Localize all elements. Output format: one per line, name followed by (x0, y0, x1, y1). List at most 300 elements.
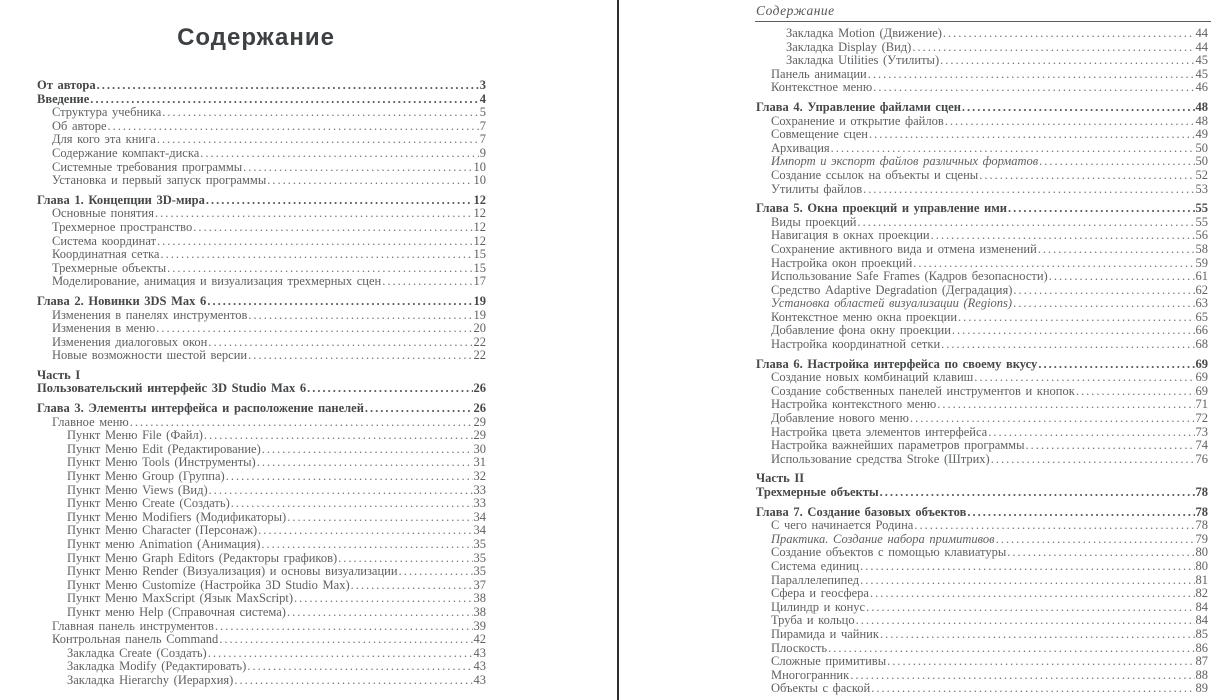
toc-entry-title: Пользовательский интерфейс 3D Studio Max 6 (37, 381, 307, 396)
toc-entry-title: Установка и первый запуск программы (52, 173, 267, 188)
toc-entry-page-number: 34 (473, 523, 486, 538)
toc-entry (37, 161, 486, 175)
toc-entry-title: Утилиты файлов (771, 181, 863, 196)
dot-leader (870, 587, 1195, 601)
toc-entry (37, 456, 486, 470)
dot-leader (945, 115, 1195, 129)
toc-entry-page-number: 89 (1195, 681, 1208, 696)
dot-leader (262, 443, 473, 457)
toc-entry-title: Пункт Меню MaxScript (Язык MaxScript) (67, 591, 293, 606)
dot-leader (243, 161, 472, 175)
toc-entry-page-number: 73 (1195, 424, 1208, 439)
toc-entry (756, 324, 1208, 338)
toc-entry-title: Пирамида и чайник (771, 626, 879, 641)
toc-entry-page-number: 43 (473, 659, 486, 674)
toc-entry-title: Трехмерное пространство (52, 219, 193, 234)
toc-entry-page-number: 71 (1195, 397, 1208, 412)
toc-entry-title: Сохранение и открытие файлов (771, 113, 944, 128)
toc-entry (37, 579, 486, 593)
toc-entry-title: Виды проекций (771, 214, 857, 229)
toc-entry (37, 470, 486, 484)
toc-entry (756, 601, 1208, 615)
dot-leader (248, 349, 472, 363)
toc-entry-page-number: 33 (473, 482, 486, 497)
toc-entry-title: Параллелепипед (771, 572, 860, 587)
toc-entry (37, 592, 486, 606)
dot-leader (365, 402, 473, 416)
toc-entry (756, 68, 1208, 82)
toc-entry-title: Пункт Меню Character (Персонаж) (67, 523, 258, 538)
dot-leader (880, 486, 1195, 500)
toc-entry-page-number: 87 (1195, 654, 1208, 669)
toc-entry-page-number: 62 (1195, 282, 1208, 297)
toc-entry (756, 533, 1208, 547)
toc-entry-title: Пункт Меню Views (Вид) (67, 482, 208, 497)
toc-entry (37, 416, 486, 430)
toc-entry-page-number: 46 (1195, 80, 1208, 95)
toc-entry-page-number: 44 (1195, 26, 1208, 40)
toc-entry-title: Закладка Modify (Редактировать) (67, 659, 247, 674)
toc-entry (756, 655, 1208, 669)
toc-entry-title: Содержание компакт-диска (52, 145, 200, 160)
toc-entry-page-number: 48 (1195, 99, 1208, 114)
dot-leader (248, 309, 472, 323)
toc-entry-page-number: 35 (473, 537, 486, 551)
toc-entry-title: Новые возможности шестой версии (52, 348, 248, 363)
toc-entry-page-number: 69 (1195, 370, 1208, 385)
toc-entry (37, 674, 486, 688)
dot-leader (200, 147, 478, 161)
dot-leader (869, 128, 1195, 142)
toc-entry (756, 101, 1208, 115)
toc-entry (756, 385, 1208, 399)
toc-entry-page-number: 10 (473, 173, 486, 188)
toc-entry-title: Использование средства Stroke (Штрих) (771, 451, 990, 466)
toc-entry-title: Об авторе (52, 118, 107, 133)
toc-entry (756, 297, 1208, 311)
dot-leader (247, 660, 472, 674)
toc-entry-page-number: 22 (473, 348, 486, 363)
toc-entry-title: Изменения в панелях инструментов (52, 307, 248, 322)
toc-entry (37, 221, 486, 235)
dot-leader (880, 628, 1195, 642)
toc-entry-title: Добавление нового меню (771, 411, 909, 426)
dot-leader (351, 579, 473, 593)
toc-entry (37, 484, 486, 498)
toc-entry (756, 115, 1208, 129)
toc-entry (37, 248, 486, 262)
toc-entry (37, 660, 486, 674)
toc-entry-title: Пункт Меню Render (Визуализация) и основы визуализации (67, 564, 398, 579)
toc-entry-title: Практика. Создание набора примитивов (771, 531, 995, 546)
toc-entry-page-number: 55 (1195, 201, 1208, 216)
dot-leader (204, 429, 473, 443)
toc-entry (756, 371, 1208, 385)
toc-entry-title: Система координат (52, 233, 157, 248)
toc-entry-page-number: 58 (1195, 241, 1208, 256)
toc-entry-title: Пункт Меню Tools (Инструменты) (67, 455, 256, 470)
toc-entry-title: Пункт Меню File (Файл) (67, 428, 203, 443)
dot-leader (967, 506, 1194, 520)
toc-entry (37, 429, 486, 443)
toc-entry (37, 633, 486, 647)
dot-leader (108, 120, 479, 134)
toc-entry-page-number: 72 (1195, 411, 1208, 426)
toc-entry (756, 284, 1208, 298)
toc-entry (37, 93, 486, 107)
toc-entry-page-number: 53 (1195, 181, 1208, 196)
dot-leader (860, 560, 1194, 574)
toc-entry (756, 628, 1208, 642)
toc-entry (756, 560, 1208, 574)
dot-leader (887, 655, 1194, 669)
toc-entry-title: Пункт меню Help (Справочная система) (67, 604, 286, 619)
toc-entry-title: Структура учебника (52, 105, 162, 120)
contents-title: Содержание (177, 24, 335, 51)
toc-entry-page-number: 61 (1195, 269, 1208, 284)
toc-entry-title: Изменения диалоговых окон (52, 334, 208, 349)
toc-entry-title: Система единиц (771, 558, 860, 573)
toc-entry-page-number: 84 (1195, 599, 1208, 614)
dot-leader (991, 453, 1195, 467)
toc-entry-title: Панель анимации (771, 66, 867, 81)
dot-leader (850, 669, 1194, 683)
toc-entry-page-number: 38 (473, 591, 486, 606)
toc-entry-page-number: 44 (1195, 39, 1208, 54)
dot-leader (382, 275, 472, 289)
toc-entry-page-number: 49 (1195, 127, 1208, 142)
toc-entry (756, 216, 1208, 230)
right-page-toc-list (756, 27, 1208, 696)
dot-leader (940, 54, 1194, 68)
toc-entry-title: Контекстное меню окна проекции (771, 309, 958, 324)
toc-entry-title: Архивация (771, 140, 830, 155)
toc-entry (756, 614, 1208, 628)
toc-entry (756, 682, 1208, 696)
toc-entry-page-number: 86 (1195, 640, 1208, 655)
toc-entry-page-number: 85 (1195, 626, 1208, 641)
toc-entry (37, 620, 486, 634)
dot-leader (860, 574, 1194, 588)
toc-entry-title: Сложные примитивы (771, 654, 887, 669)
dot-leader (287, 606, 473, 620)
toc-entry-page-number: 34 (473, 509, 486, 524)
toc-entry (756, 358, 1208, 372)
toc-entry-title: Системные требования программы (52, 159, 243, 174)
dot-leader (912, 41, 1194, 55)
dot-leader (873, 81, 1194, 95)
toc-entry-title: Глава 3. Элементы интерфейса и расположение панелей (37, 401, 364, 416)
toc-entry-title: С чего начинается Родина (771, 518, 914, 533)
toc-entry-title: Глава 2. Новинки 3DS Max 6 (37, 293, 207, 308)
toc-entry-page-number: 26 (473, 381, 486, 396)
toc-entry-page-number: 19 (473, 293, 486, 308)
toc-entry-title: Настройка окон проекций (771, 255, 913, 270)
toc-entry-page-number: 82 (1195, 586, 1208, 601)
toc-entry (37, 275, 486, 289)
toc-entry (756, 669, 1208, 683)
toc-entry (37, 336, 486, 350)
toc-entry (37, 147, 486, 161)
toc-entry-title: Моделирование, анимация и визуализация трехмерных сцен (52, 274, 382, 289)
running-header: Содержание (756, 3, 835, 18)
toc-entry-page-number: 37 (473, 577, 486, 592)
dot-leader (866, 601, 1194, 615)
toc-entry-title: Глава 1. Концепции 3D-мира (37, 192, 205, 207)
toc-entry (756, 142, 1208, 156)
toc-entry-page-number: 42 (473, 632, 486, 647)
dot-leader (208, 336, 472, 350)
dot-leader (856, 614, 1195, 628)
toc-entry (37, 382, 486, 396)
toc-entry-page-number: 7 (479, 118, 486, 133)
toc-entry-title: Труба и кольцо (771, 613, 855, 628)
toc-entry-page-number: 52 (1195, 167, 1208, 182)
dot-leader (162, 106, 478, 120)
dot-leader (1039, 155, 1194, 169)
toc-entry-page-number: 74 (1195, 438, 1208, 453)
toc-entry-title: Пункт Меню Graph Editors (Редакторы графиков) (67, 550, 338, 565)
toc-entry-title: Установка областей визуализации (Regions) (771, 296, 1013, 311)
toc-entry-title: Добавление фона окну проекции (771, 323, 951, 338)
toc-entry-page-number: 66 (1195, 323, 1208, 338)
toc-entry (756, 202, 1208, 216)
toc-entry-page-number: 88 (1195, 667, 1208, 682)
dot-leader (962, 101, 1195, 115)
left-page-toc-list (37, 79, 486, 688)
dot-leader (338, 552, 472, 566)
toc-entry-page-number: 10 (473, 159, 486, 174)
header-rule (755, 21, 1211, 22)
dot-leader (828, 642, 1194, 656)
dot-leader (156, 322, 472, 336)
toc-entry (37, 106, 486, 120)
toc-entry-page-number: 35 (473, 564, 486, 579)
dot-leader (226, 470, 473, 484)
toc-entry (37, 524, 486, 538)
toc-entry-page-number: 56 (1195, 228, 1208, 243)
dot-leader (1076, 385, 1195, 399)
toc-entry-page-number: 43 (473, 645, 486, 660)
toc-entry-page-number: 12 (473, 219, 486, 234)
toc-entry-page-number: 17 (473, 274, 486, 289)
dot-leader (868, 68, 1195, 82)
dot-leader (193, 221, 472, 235)
toc-entry-page-number: 4 (479, 91, 486, 106)
toc-entry (37, 133, 486, 147)
toc-entry-page-number: 69 (1195, 356, 1208, 371)
toc-entry-title: Цилиндр и конус (771, 599, 866, 614)
toc-entry (37, 262, 486, 276)
dot-leader (258, 524, 472, 538)
toc-entry-title: Импорт и экспорт файлов различных форматов (771, 154, 1039, 169)
dot-leader (209, 484, 473, 498)
toc-entry-title: Основные понятия (52, 206, 154, 221)
toc-entry-title: Контрольная панель Command (52, 632, 219, 647)
toc-entry-title: Пункт Меню Create (Создать) (67, 496, 230, 511)
toc-entry-page-number: 65 (1195, 309, 1208, 324)
toc-entry-title: Закладка Display (Вид) (786, 39, 912, 54)
toc-entry (37, 174, 486, 188)
toc-entry-title: Многогранник (771, 667, 850, 682)
toc-entry (756, 426, 1208, 440)
toc-entry-page-number: 68 (1195, 337, 1208, 352)
dot-leader (910, 412, 1195, 426)
toc-entry-page-number: 55 (1195, 214, 1208, 229)
toc-entry-page-number: 5 (479, 105, 486, 120)
dot-leader (941, 338, 1194, 352)
toc-entry (37, 207, 486, 221)
toc-entry (756, 155, 1208, 169)
dot-leader (294, 592, 473, 606)
toc-entry-page-number: 45 (1195, 66, 1208, 81)
toc-entry (37, 79, 486, 93)
toc-entry (37, 647, 486, 661)
toc-entry-title: Создание ссылок на объекты и сцены (771, 167, 979, 182)
toc-entry (37, 309, 486, 323)
toc-entry-page-number: 48 (1195, 113, 1208, 128)
toc-entry-title: Трехмерные объекты (52, 260, 167, 275)
toc-entry (756, 506, 1208, 520)
toc-entry (37, 322, 486, 336)
toc-entry-page-number: 31 (473, 455, 486, 470)
dot-leader (1038, 243, 1195, 257)
dot-leader (1013, 297, 1194, 311)
toc-entry-page-number: 29 (473, 428, 486, 443)
dot-leader (913, 257, 1194, 271)
toc-entry (756, 574, 1208, 588)
toc-entry-title: Закладка Motion (Движение) (786, 26, 942, 40)
toc-entry-title: Объекты с фаской (771, 681, 871, 696)
toc-entry-page-number: 32 (473, 469, 486, 484)
dot-leader (996, 533, 1195, 547)
dot-leader (914, 519, 1194, 533)
toc-entry (756, 546, 1208, 560)
toc-entry-page-number: 76 (1195, 451, 1208, 466)
toc-entry-title: Пункт Меню Edit (Редактирование) (67, 441, 261, 456)
dot-leader (307, 382, 472, 396)
toc-entry-page-number: 3 (479, 78, 486, 92)
toc-entry-page-number: 59 (1195, 255, 1208, 270)
toc-entry (756, 27, 1208, 41)
toc-entry (756, 183, 1208, 197)
toc-entry-page-number: 35 (473, 550, 486, 565)
right-page (619, 0, 1220, 700)
toc-entry-title: Для кого эта книга (52, 132, 156, 147)
toc-entry (37, 194, 486, 208)
dot-leader (234, 674, 472, 688)
toc-entry-page-number: 26 (473, 401, 486, 416)
toc-entry-page-number: 19 (473, 307, 486, 322)
toc-entry-title: Главное меню (52, 414, 129, 429)
dot-leader (207, 295, 472, 309)
toc-entry (756, 439, 1208, 453)
toc-entry-page-number: 20 (473, 321, 486, 336)
dot-leader (979, 169, 1194, 183)
toc-entry-title: Пункт Меню Group (Группа) (67, 469, 225, 484)
toc-entry-page-number: 12 (473, 192, 486, 207)
toc-entry (37, 402, 486, 416)
dot-leader (871, 682, 1194, 696)
dot-leader (831, 142, 1195, 156)
dot-leader (257, 456, 473, 470)
toc-entry (756, 338, 1208, 352)
toc-entry (756, 587, 1208, 601)
toc-entry (37, 511, 486, 525)
toc-entry (37, 349, 486, 363)
toc-entry (756, 412, 1208, 426)
toc-entry-page-number: 79 (1195, 531, 1208, 546)
dot-leader (97, 79, 479, 93)
toc-entry-page-number: 80 (1195, 558, 1208, 573)
toc-entry-page-number: 50 (1195, 154, 1208, 169)
dot-leader (130, 416, 473, 430)
toc-entry-title: Часть II (756, 471, 805, 486)
dot-leader (857, 216, 1194, 230)
toc-entry (756, 243, 1208, 257)
toc-entry (756, 519, 1208, 533)
toc-entry-title: Введение (37, 91, 90, 106)
toc-entry (756, 41, 1208, 55)
dot-leader (267, 174, 472, 188)
toc-entry-title: Глава 5. Окна проекций и управление ими (756, 201, 1007, 216)
toc-entry-title: Закладка Utilities (Утилиты) (786, 53, 940, 68)
toc-entry-title: Пункт Меню Customize (Настройка 3D Studio Max) (67, 577, 350, 592)
dot-leader (219, 633, 472, 647)
dot-leader (1049, 270, 1195, 284)
toc-entry (756, 453, 1208, 467)
toc-entry-page-number: 38 (473, 604, 486, 619)
toc-entry (756, 642, 1208, 656)
dot-leader (863, 183, 1194, 197)
dot-leader (208, 647, 473, 661)
toc-entry (756, 54, 1208, 68)
toc-entry (756, 128, 1208, 142)
toc-entry-title: Трехмерные объекты (756, 485, 879, 499)
toc-entry-title: Глава 6. Настройка интерфейса по своему вкусу (756, 356, 1038, 371)
toc-entry (37, 369, 486, 383)
toc-entry-title: Часть I (37, 367, 81, 382)
toc-entry-title: Плоскость (771, 640, 828, 655)
toc-entry (756, 81, 1208, 95)
toc-entry-page-number: 9 (479, 145, 486, 160)
toc-entry-title: Сохранение активного вида и отмена изменений (771, 241, 1037, 256)
toc-entry (37, 235, 486, 249)
toc-entry-page-number: 84 (1195, 613, 1208, 628)
toc-entry-title: Настройка важнейших параметров программы (771, 438, 1025, 453)
toc-entry-title: Пункт Меню Modifiers (Модификаторы) (67, 509, 287, 524)
dot-leader (157, 133, 479, 147)
dot-leader (399, 565, 473, 579)
dot-leader (931, 229, 1195, 243)
toc-entry-title: Контекстное меню (771, 80, 873, 95)
toc-entry-page-number: 22 (473, 334, 486, 349)
toc-entry (756, 398, 1208, 412)
dot-leader (90, 93, 478, 107)
dot-leader (952, 324, 1195, 338)
toc-entry-title: Пункт меню Animation (Анимация) (67, 537, 261, 551)
toc-entry-title: Закладка Create (Создать) (67, 645, 207, 660)
dot-leader (167, 262, 472, 276)
toc-entry-title: Настройка контекстного меню (771, 397, 937, 412)
dot-leader (988, 426, 1194, 440)
toc-entry-title: Настройка цвета элементов интерфейса (771, 424, 988, 439)
toc-entry-page-number: 39 (473, 618, 486, 633)
dot-leader (1026, 439, 1195, 453)
toc-entry-page-number: 78 (1195, 504, 1208, 519)
dot-leader (958, 311, 1194, 325)
toc-entry-page-number: 12 (473, 233, 486, 248)
